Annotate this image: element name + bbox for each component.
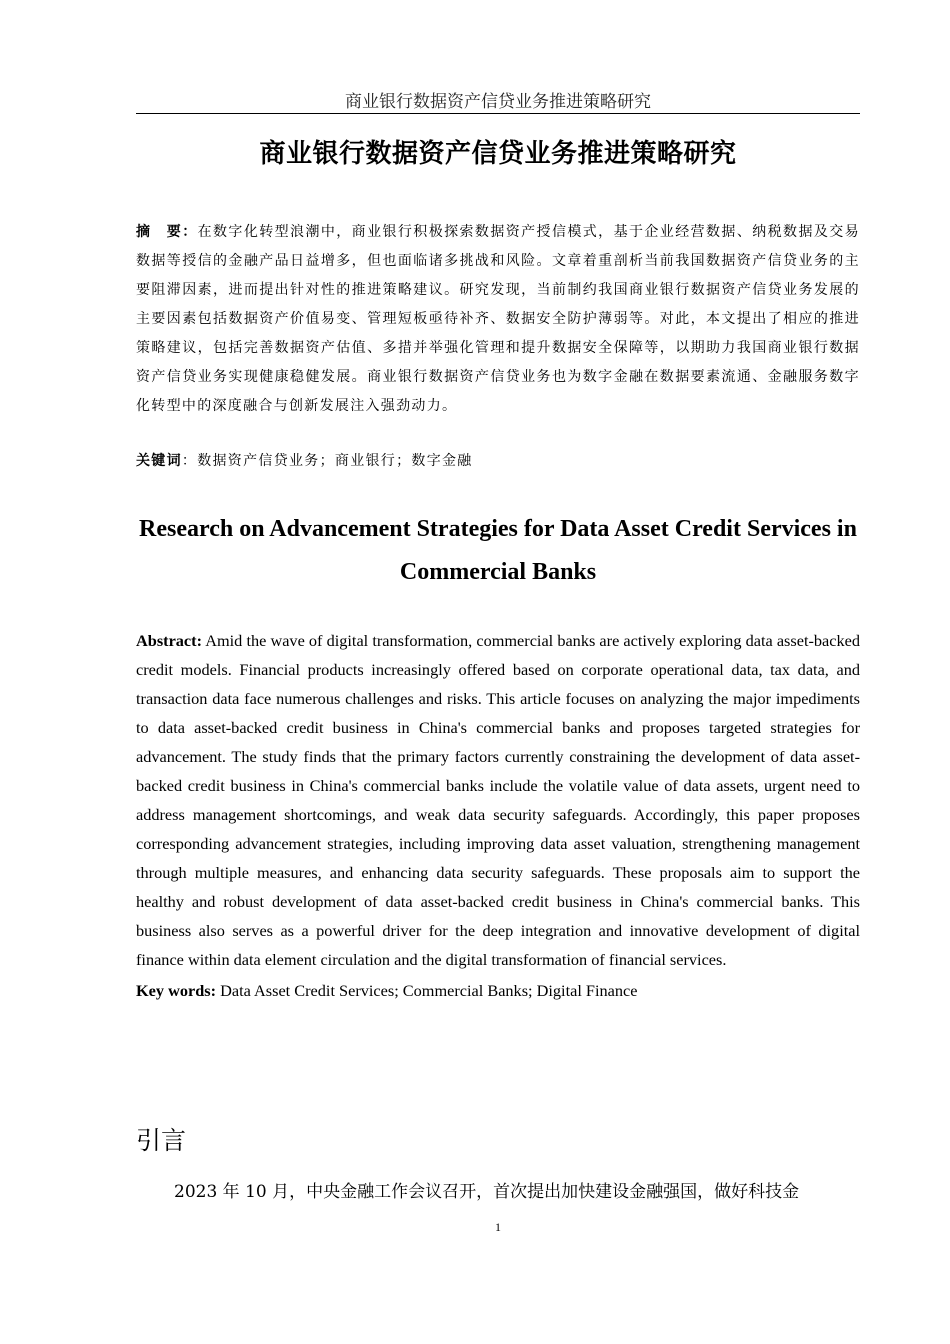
page-number: 1 — [495, 1220, 501, 1234]
header-rule — [136, 113, 860, 114]
paper-title-english: Research on Advancement Strategies for Data Asset Credit Services in Commercial Banks — [139, 516, 857, 585]
abstract-chinese — [136, 218, 860, 421]
abstract-chinese-label: 摘 要： — [136, 224, 198, 240]
keywords-chinese — [136, 447, 860, 476]
keywords-english — [136, 976, 860, 1005]
introduction-paragraph: 2023 年 10 月，中央金融工作会议召开，首次提出加快建设金融强国，做好科技金 — [174, 1182, 800, 1202]
keywords-english-text: Data Asset Credit Services; Commercial Banks; Digital Finance — [216, 981, 638, 1000]
keywords-chinese-text: ：数据资产信贷业务；商业银行；数字金融 — [181, 453, 473, 469]
running-header: 商业银行数据资产信贷业务推进策略研究 — [345, 92, 651, 112]
abstract-english-label: Abstract: — [136, 631, 203, 650]
abstract-english-text: Amid the wave of digital transformation, commercial banks are actively exploring data asset-backed credit models. Financial products increasingly offered based on corporate operational data, tax data, and transaction data face numerous challenges and risks. This article focuses on analyzing the major impediments to data asset-backed credit business in China's commercial banks and proposes targeted strategies for advancement. The study finds that the primary factors currently constraining the development of data asset-backed credit business in China's commercial banks include the volatile value of data assets, urgent need to address management shortcomings, and weak data security safeguards. Accordingly, this paper proposes corresponding advancement strategies, including improving data asset valuation, strengthening management through multiple measures, and enhancing data security safeguards. These proposals aim to support the healthy and robust development of data asset-backed credit business in China's commercial banks. This business also serves as a powerful driver for the deep integration and innovative development of digital finance within data element circulation and the digital transformation of financial services. — [136, 631, 860, 969]
section-heading-introduction: 引言 — [136, 1126, 187, 1155]
abstract-english — [136, 626, 860, 974]
keywords-chinese-label: 关键词 — [136, 453, 182, 469]
abstract-chinese-text: 在数字化转型浪潮中，商业银行积极探索数据资产授信模式，基于企业经营数据、纳税数据及交易数据等授信的金融产品日益增多，但也面临诸多挑战和风险。文章着重剖析当前我国数据资产信贷业务的主要阻滞因素，进而提出针对性的推进策略建议。研究发现，当前制约我国商业银行数据资产信贷业务发展的主要因素包括数据资产价值易变、管理短板亟待补齐、数据安全防护薄弱等。对此，本文提出了相应的推进策略建议，包括完善数据资产估值、多措并举强化管理和提升数据安全保障等，以期助力我国商业银行数据资产信贷业务实现健康稳健发展。商业银行数据资产信贷业务也为数字金融在数据要素流通、金融服务数字化转型中的深度融合与创新发展注入强劲动力。 — [136, 224, 860, 414]
keywords-english-label: Key words: — [136, 981, 217, 1000]
paper-title-chinese: 商业银行数据资产信贷业务推进策略研究 — [259, 139, 737, 169]
